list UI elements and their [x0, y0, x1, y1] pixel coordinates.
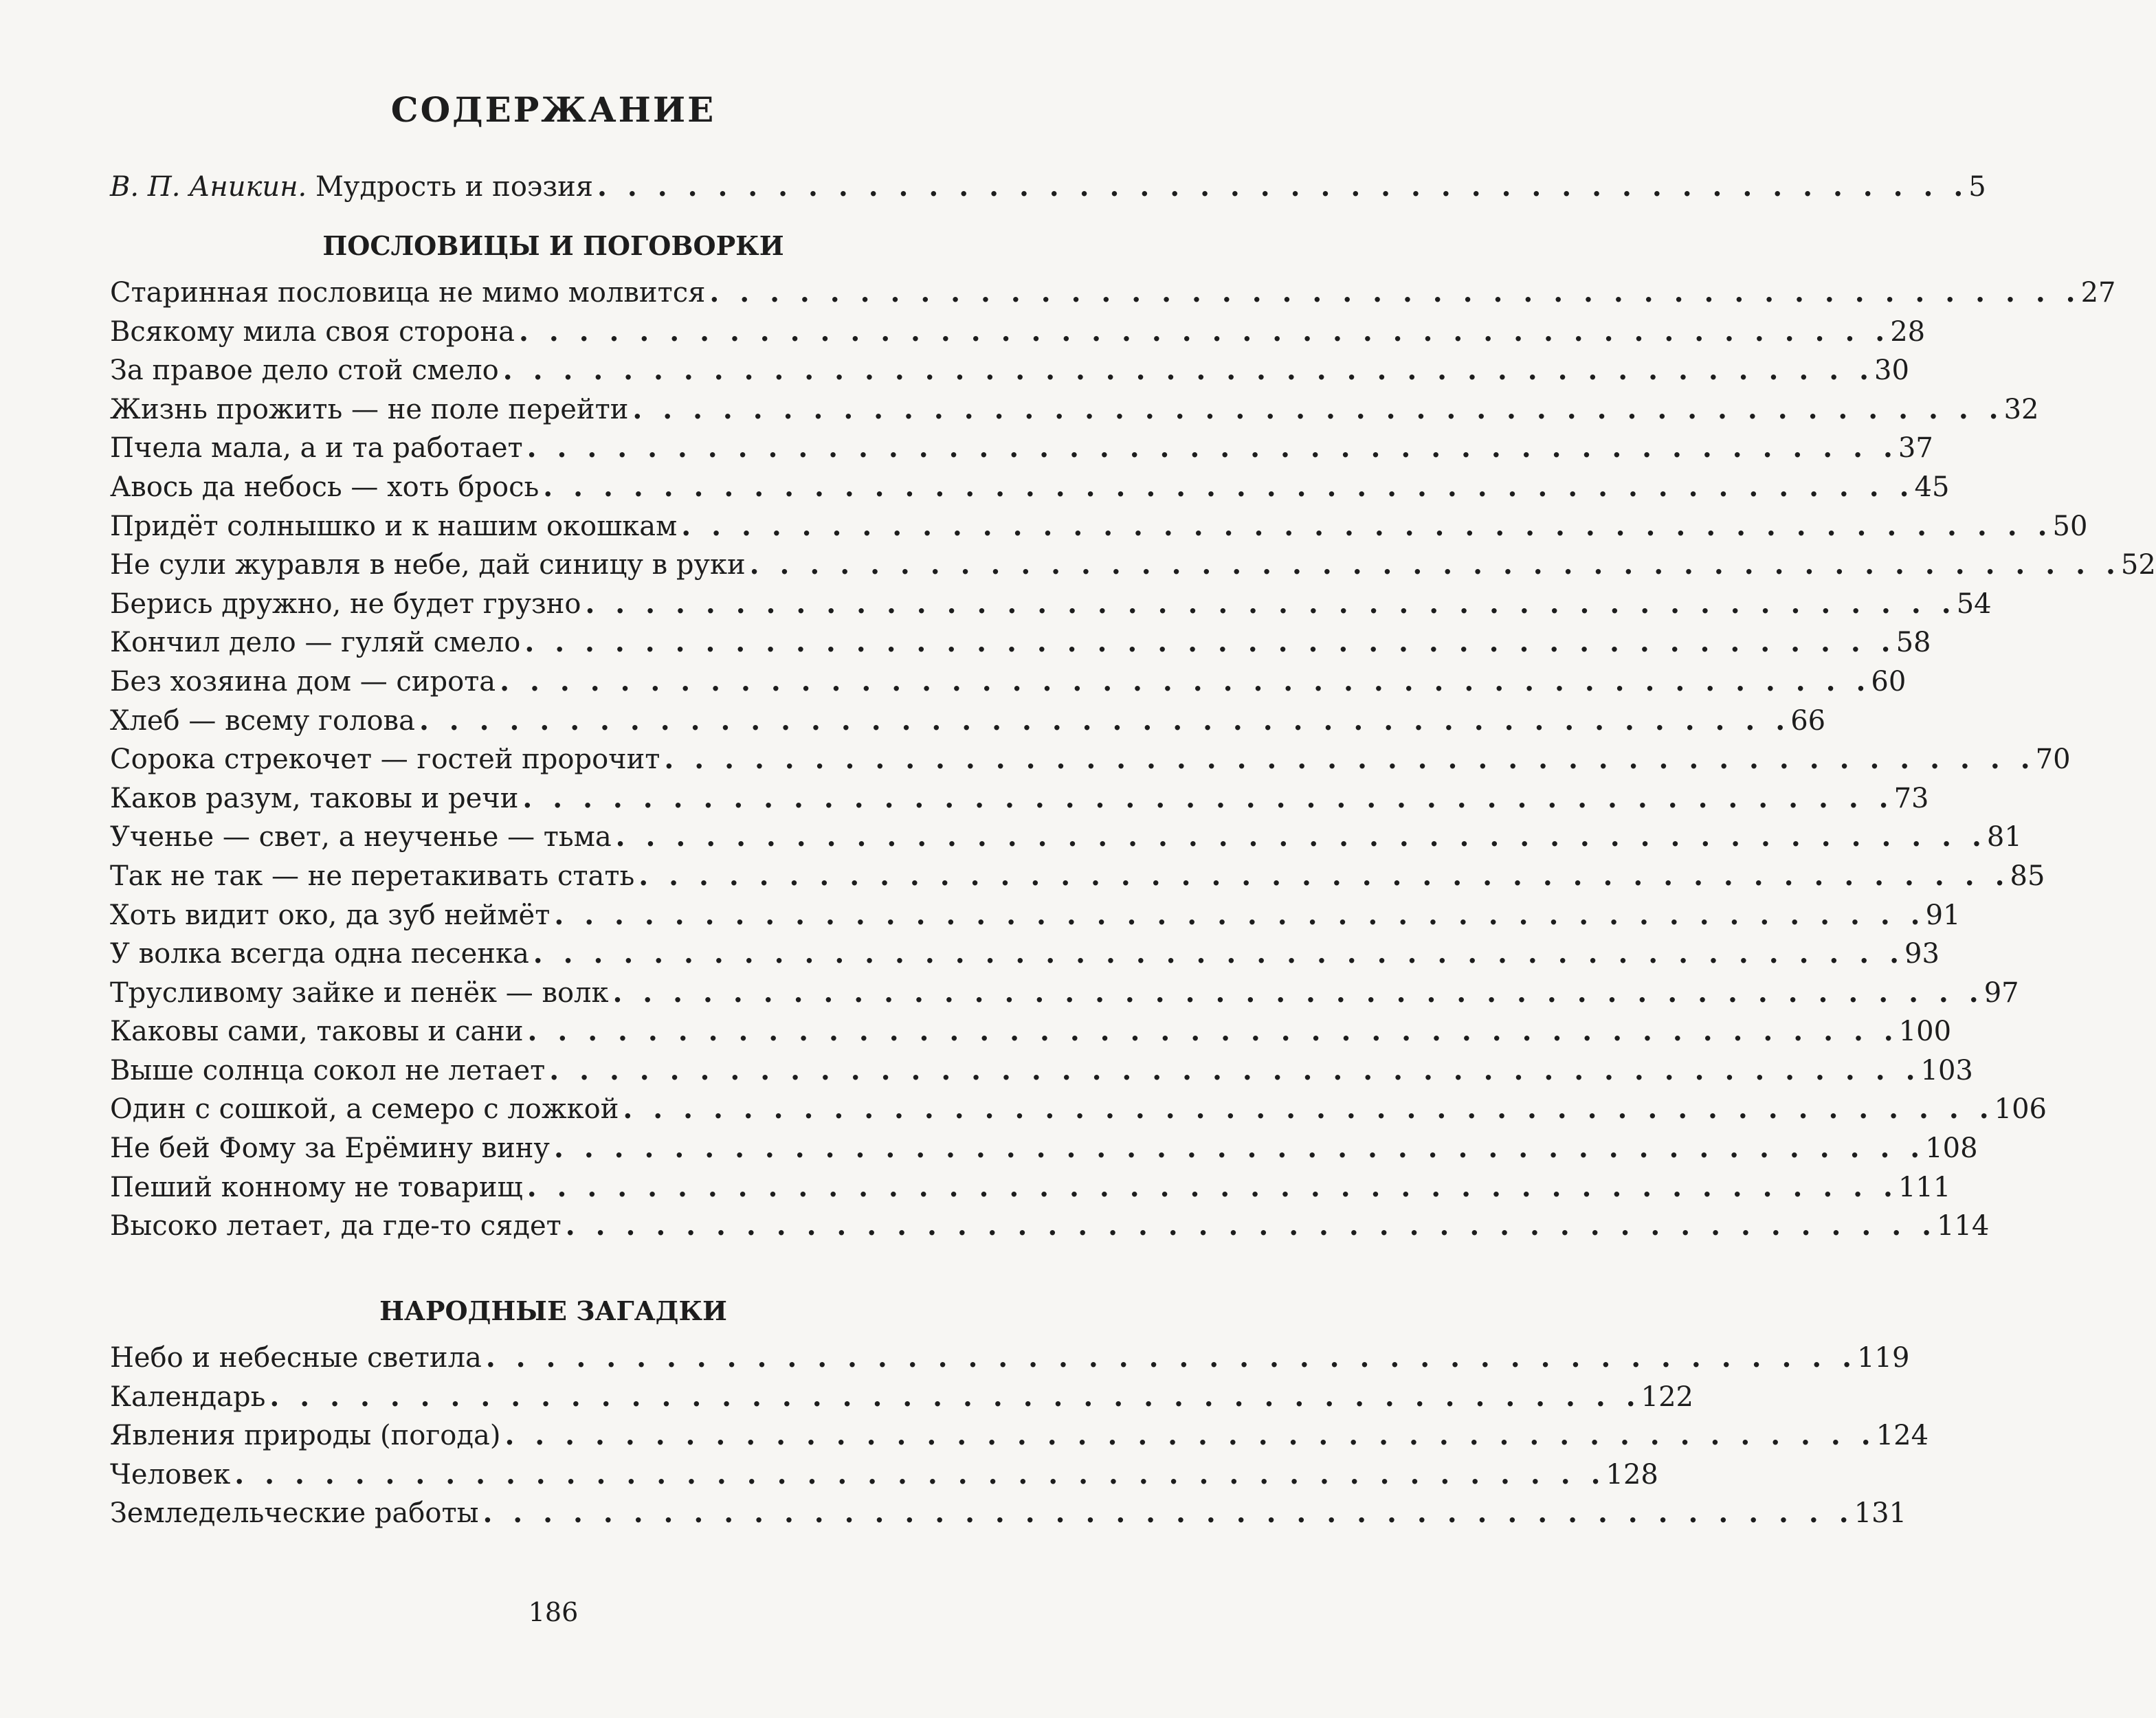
- dot-leader: . . . . . . . . . . . . . . . . . . . . . . . . . . . . . . . . . . . . . . . . . . . . . .: [419, 704, 1791, 737]
- toc-entry-title: Один с сошкой, а семеро с ложкой: [110, 1093, 619, 1126]
- toc-entry-page: 100: [1898, 1016, 1952, 1048]
- toc-entry-page: 103: [1920, 1054, 1973, 1086]
- toc-entry-title: Не сули журавля в небе, дай синицу в руки: [110, 549, 746, 581]
- toc-entry-title: Высоко летает, да где-то сядет: [110, 1210, 562, 1242]
- toc-entry-page: 54: [1956, 588, 1992, 620]
- toc-entry-page: 28: [1890, 315, 1926, 348]
- dot-leader: . . . . . . . . . . . . . . . . . . . . . . . . . . . . . . . . . . . . . . . . . . . . . .: [500, 665, 1871, 698]
- section-items: [110, 274, 2156, 1246]
- toc-row: [110, 351, 1909, 390]
- toc-row: [110, 1416, 1929, 1455]
- toc-entry-title: Календарь: [110, 1381, 266, 1413]
- dot-leader: . . . . . . . . . . . . . . . . . . . . . . . . . . . . . . . . . . . . . . . . . . . . . .: [526, 432, 1898, 465]
- section-heading: НАРОДНЫЕ ЗАГАДКИ: [379, 1295, 727, 1326]
- toc-entry-page: 73: [1893, 782, 1929, 814]
- toc-entry-page: 45: [1914, 471, 1950, 503]
- toc-row: [110, 468, 1950, 507]
- dot-leader: . . . . . . . . . . . . . . . . . . . . . . . . . . . . . . . . . . . . . . . . . . . . . .: [485, 1341, 1858, 1374]
- dot-leader: . . . . . . . . . . . . . . . . . . . . . . . . . . . . . . . . . . . . . . . . . . . . . .: [749, 548, 2121, 581]
- toc-entry-title: Всякому мила своя сторона: [110, 315, 515, 348]
- dot-leader: . . . . . . . . . . . . . . . . . . . . . . . . . . . . . . . . . . . . . . . . . . . . . .: [234, 1458, 1606, 1491]
- toc-row: [110, 1378, 1694, 1417]
- toc-row: [110, 1090, 2047, 1129]
- toc-row: [110, 740, 2071, 779]
- toc-entry-author: В. П. Аникин.: [110, 171, 307, 203]
- section-items: [110, 1339, 1929, 1533]
- toc-row: [110, 585, 1992, 624]
- toc-entry-title: Земледельческие работы: [110, 1497, 479, 1530]
- dot-leader: . . . . . . . . . . . . . . . . . . . . . . . . . . . . . . . . . . . . . . . . . . . . . .: [522, 781, 1894, 814]
- toc-entry-title: Небо и небесные светила: [110, 1342, 482, 1374]
- toc-entry-title-text: Мудрость и поэзия: [315, 171, 594, 203]
- dot-leader: . . . . . . . . . . . . . . . . . . . . . . . . . . . . . . . . . . . . . . . . . . . . . .: [554, 898, 1926, 931]
- dot-leader: . . . . . . . . . . . . . . . . . . . . . . . . . . . . . . . . . . . . . . . . . . . . . .: [269, 1380, 1641, 1413]
- toc-entry-page: 114: [1937, 1210, 1990, 1242]
- toc-entry-title: Так не так — не перетакивать стать: [110, 860, 635, 892]
- toc-entry-title: Пеший конному не товарищ: [110, 1171, 523, 1203]
- toc-entry-title: Пчела мала, а и та работает: [110, 432, 523, 465]
- toc-row: [110, 1339, 1910, 1378]
- toc-entry-page: 70: [2035, 744, 2071, 776]
- toc-row: [110, 623, 1931, 662]
- toc-entry-title: Хоть видит око, да зуб неймёт: [110, 899, 551, 931]
- dot-leader: . . . . . . . . . . . . . . . . . . . . . . . . . . . . . . . . . . . . . . . . . . . . . .: [527, 1015, 1899, 1048]
- toc-row: [110, 429, 1933, 468]
- toc-entry-title: Каковы сами, таковы и сани: [110, 1016, 524, 1048]
- dot-leader: . . . . . . . . . . . . . . . . . . . . . . . . . . . . . . . . . . . . . . . . . . . . . .: [623, 1093, 1994, 1126]
- toc-entry-title: [110, 168, 597, 207]
- toc-entry-title: Старинная пословица не мимо молвится: [110, 277, 706, 309]
- toc-entry-page: 32: [2003, 393, 2039, 425]
- toc-entry-title: Не бей Фому за Ерёмину вину: [110, 1133, 550, 1165]
- dot-leader: . . . . . . . . . . . . . . . . . . . . . . . . . . . . . . . . . . . . . . . . . . . . . .: [597, 170, 1969, 203]
- toc-entry-page: 108: [1925, 1133, 1978, 1165]
- toc-row: [110, 546, 2156, 585]
- toc-entry-page: 122: [1641, 1381, 1694, 1413]
- toc-row: [110, 1012, 1952, 1051]
- toc-row: [110, 507, 2088, 546]
- toc-entry-title: За правое дело стой смело: [110, 355, 499, 387]
- intro-entry: [110, 168, 1986, 207]
- toc-entry-page: 5: [1968, 171, 1986, 203]
- section-heading: ПОСЛОВИЦЫ И ПОГОВОРКИ: [322, 230, 784, 261]
- toc-row: [110, 1168, 1951, 1207]
- toc-row: [110, 818, 2022, 857]
- toc-entry-title: Каков разум, таковы и речи: [110, 782, 519, 814]
- toc-entry-page: 93: [1904, 938, 1940, 970]
- section-proverbs: [110, 219, 2156, 1246]
- toc-entry-title: Хлеб — всему голова: [110, 704, 415, 737]
- toc-row: [110, 1494, 1907, 1533]
- dot-leader: . . . . . . . . . . . . . . . . . . . . . . . . . . . . . . . . . . . . . . . . . . . . . .: [549, 1053, 1921, 1086]
- dot-leader: . . . . . . . . . . . . . . . . . . . . . . . . . . . . . . . . . . . . . . . . . . . . . .: [632, 392, 2004, 425]
- dot-leader: . . . . . . . . . . . . . . . . . . . . . . . . . . . . . . . . . . . . . . . . . . . . . .: [553, 1132, 1926, 1165]
- dot-leader: . . . . . . . . . . . . . . . . . . . . . . . . . . . . . . . . . . . . . . . . . . . . . .: [482, 1497, 1854, 1530]
- toc-entry-page: 97: [1983, 977, 2019, 1009]
- toc-row: [110, 168, 1986, 207]
- page-number: 186: [528, 1597, 579, 1627]
- toc-entry-page: 128: [1605, 1458, 1658, 1491]
- dot-leader: . . . . . . . . . . . . . . . . . . . . . . . . . . . . . . . . . . . . . . . . . . . . . .: [612, 976, 1984, 1009]
- toc-row: [110, 935, 1940, 974]
- toc-row: [110, 662, 1907, 702]
- toc-row: [110, 274, 2116, 313]
- toc-row: [110, 779, 1929, 818]
- toc-entry-title: Без хозяина дом — сирота: [110, 665, 496, 698]
- toc-entry-page: 37: [1898, 432, 1933, 465]
- toc-row: [110, 896, 1961, 935]
- toc-entry-page: 119: [1857, 1342, 1910, 1374]
- toc-entry-title: Берись дружно, не будет грузно: [110, 588, 581, 620]
- toc-entry-title: Выше солнца сокол не летает: [110, 1054, 546, 1086]
- toc-entry-page: 85: [2010, 860, 2045, 892]
- page-title: СОДЕРЖАНИЕ: [390, 89, 716, 130]
- toc-entry-title: Трусливому зайке и пенёк — волк: [110, 977, 609, 1009]
- dot-leader: . . . . . . . . . . . . . . . . . . . . . . . . . . . . . . . . . . . . . . . . . . . . . .: [502, 354, 1875, 387]
- toc-row: [110, 390, 2039, 430]
- dot-leader: . . . . . . . . . . . . . . . . . . . . . . . . . . . . . . . . . . . . . . . . . . . . . .: [585, 587, 1957, 620]
- toc-entry-title: Кончил дело — гуляй смело: [110, 627, 521, 659]
- dot-leader: . . . . . . . . . . . . . . . . . . . . . . . . . . . . . . . . . . . . . . . . . . . . . .: [664, 743, 2036, 776]
- toc-row: [110, 702, 1826, 741]
- toc-entry-page: 50: [2052, 510, 2088, 542]
- toc-row: [110, 1129, 1978, 1168]
- toc-entry-title: У волка всегда одна песенка: [110, 938, 529, 970]
- dot-leader: . . . . . . . . . . . . . . . . . . . . . . . . . . . . . . . . . . . . . . . . . . . . . .: [638, 859, 2010, 892]
- toc-entry-page: 52: [2120, 549, 2156, 581]
- dot-leader: . . . . . . . . . . . . . . . . . . . . . . . . . . . . . . . . . . . . . . . . . . . . . .: [533, 937, 1905, 970]
- toc-entry-title: Сорока стрекочет — гостей пророчит: [110, 744, 660, 776]
- toc-entry-title: Человек: [110, 1458, 231, 1491]
- dot-leader: . . . . . . . . . . . . . . . . . . . . . . . . . . . . . . . . . . . . . . . . . . . . . .: [518, 315, 1891, 348]
- section-riddles: [110, 1284, 1929, 1533]
- toc-row: [110, 1455, 1658, 1495]
- dot-leader: . . . . . . . . . . . . . . . . . . . . . . . . . . . . . . . . . . . . . . . . . . . . . .: [524, 626, 1896, 659]
- toc-entry-page: 91: [1925, 899, 1961, 931]
- toc-entry-page: 60: [1871, 665, 1907, 698]
- toc-entry-page: 81: [1986, 821, 2022, 854]
- toc-page: [110, 0, 2156, 1718]
- toc-entry-page: 111: [1898, 1171, 1951, 1203]
- dot-leader: . . . . . . . . . . . . . . . . . . . . . . . . . . . . . . . . . . . . . . . . . . . . . .: [504, 1419, 1876, 1452]
- dot-leader: . . . . . . . . . . . . . . . . . . . . . . . . . . . . . . . . . . . . . . . . . . . . . .: [543, 470, 1915, 503]
- dot-leader: . . . . . . . . . . . . . . . . . . . . . . . . . . . . . . . . . . . . . . . . . . . . . .: [681, 509, 2053, 542]
- toc-entry-page: 66: [1790, 704, 1826, 737]
- toc-entry-page: 30: [1874, 355, 1909, 387]
- dot-leader: . . . . . . . . . . . . . . . . . . . . . . . . . . . . . . . . . . . . . . . . . . . . . .: [709, 276, 2081, 309]
- toc-row: [110, 313, 1926, 352]
- dot-leader: . . . . . . . . . . . . . . . . . . . . . . . . . . . . . . . . . . . . . . . . . . . . . .: [565, 1209, 1937, 1242]
- toc-row: [110, 1051, 1973, 1091]
- toc-row: [110, 1207, 1990, 1246]
- toc-entry-page: 124: [1876, 1420, 1929, 1452]
- toc-row: [110, 974, 2019, 1013]
- toc-entry-page: 58: [1896, 627, 1931, 659]
- toc-entry-title: Явления природы (погода): [110, 1420, 501, 1452]
- dot-leader: . . . . . . . . . . . . . . . . . . . . . . . . . . . . . . . . . . . . . . . . . . . . . .: [615, 821, 1987, 854]
- toc-entry-title: Ученье — свет, а неученье — тьма: [110, 821, 612, 854]
- toc-row: [110, 857, 2045, 896]
- toc-entry-page: 27: [2080, 277, 2116, 309]
- toc-entry-title: Авось да небось — хоть брось: [110, 471, 540, 503]
- dot-leader: . . . . . . . . . . . . . . . . . . . . . . . . . . . . . . . . . . . . . . . . . . . . . .: [526, 1170, 1898, 1203]
- toc-entry-title: Жизнь прожить — не поле перейти: [110, 393, 629, 425]
- toc-entry-page: 131: [1854, 1497, 1907, 1530]
- toc-entry-page: 106: [1994, 1093, 2047, 1126]
- toc-entry-title: Придёт солнышко и к нашим окошкам: [110, 510, 678, 542]
